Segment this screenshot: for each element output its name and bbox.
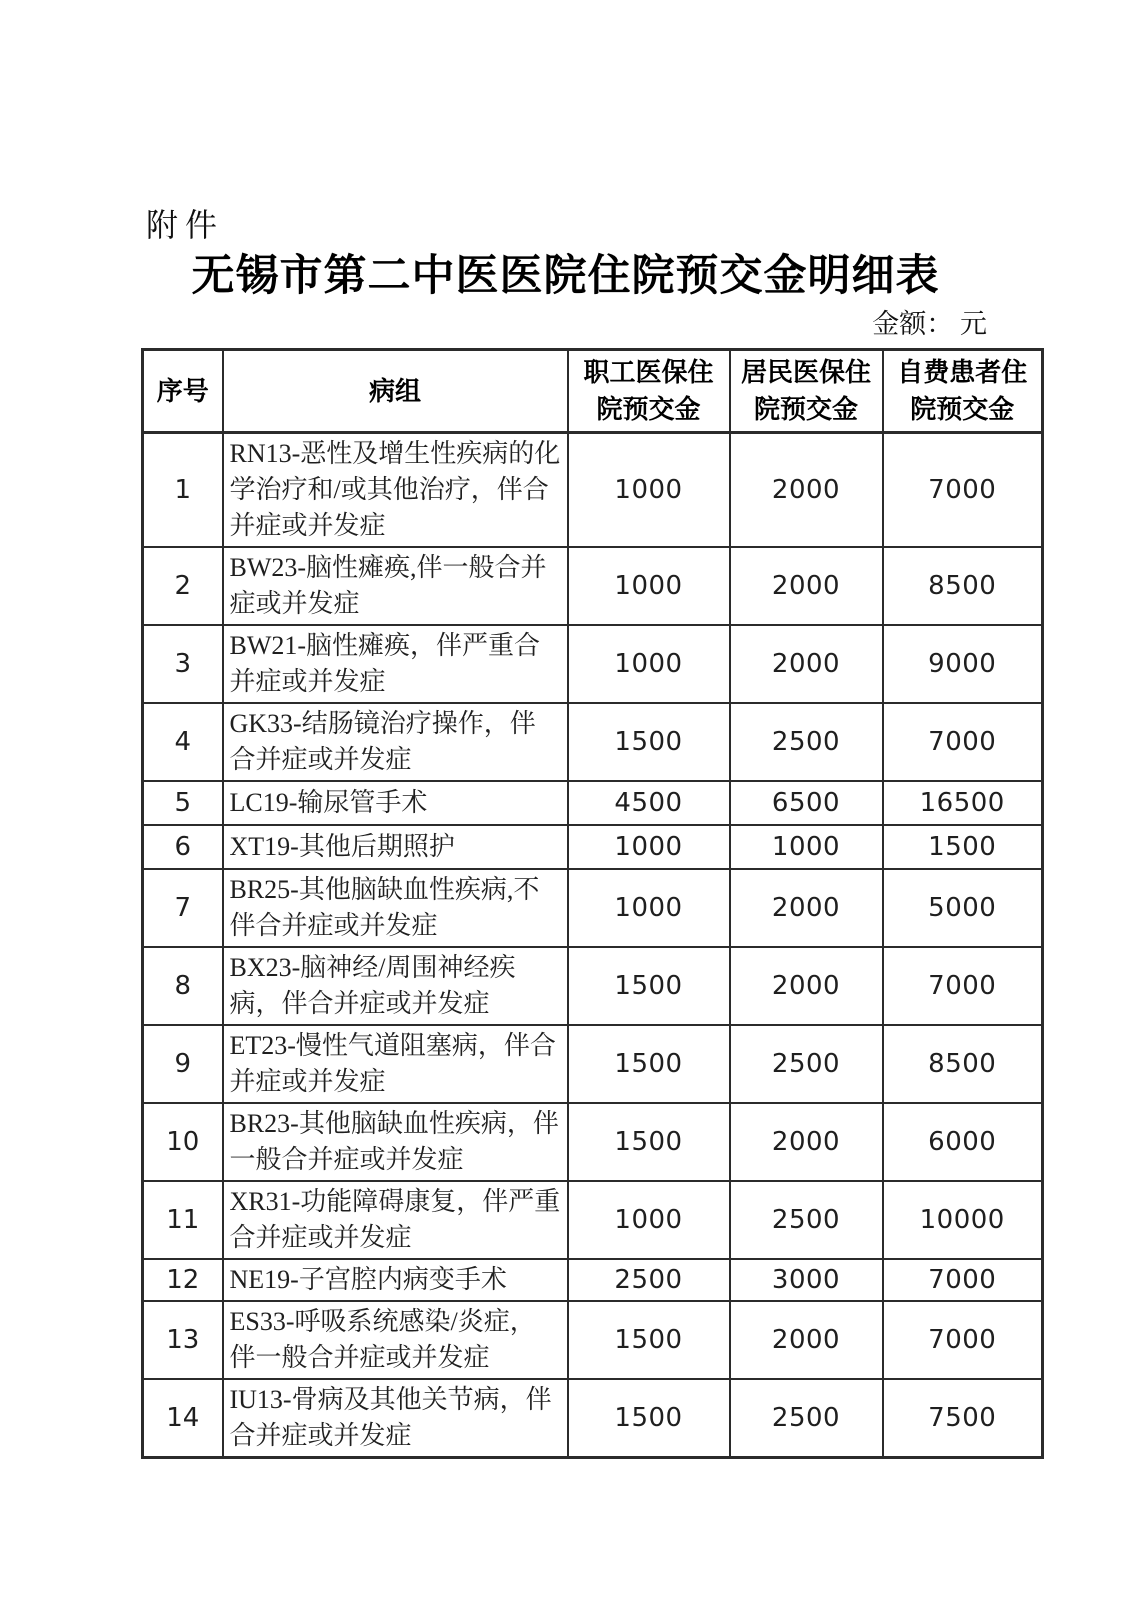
group-cell: ET23-慢性气道阻塞病，伴合并症或并发症 <box>223 1025 568 1103</box>
self-pay-cell: 6000 <box>883 1103 1043 1181</box>
group-cell: BX23-脑神经/周围神经疾病，伴合并症或并发症 <box>223 947 568 1025</box>
table-row <box>143 433 1043 548</box>
no-cell: 9 <box>143 1025 223 1103</box>
table-row <box>143 1259 1043 1301</box>
group-cell: GK33-结肠镜治疗操作，伴合并症或并发症 <box>223 703 568 781</box>
employee-cell: 1500 <box>568 1025 730 1103</box>
no-cell: 2 <box>143 547 223 625</box>
self-pay-cell: 8500 <box>883 1025 1043 1103</box>
table-row <box>143 703 1043 781</box>
group-cell: XT19-其他后期照护 <box>223 825 568 869</box>
header-resident-insurance-deposit: 居民医保住院预交金 <box>730 350 883 433</box>
table-row <box>143 1025 1043 1103</box>
no-cell: 3 <box>143 625 223 703</box>
group-cell: XR31-功能障碍康复，伴严重合并症或并发症 <box>223 1181 568 1259</box>
resident-cell: 2000 <box>730 625 883 703</box>
header-self-pay-deposit: 自费患者住院预交金 <box>883 350 1043 433</box>
table-row <box>143 1103 1043 1181</box>
table-row <box>143 947 1043 1025</box>
resident-cell: 2000 <box>730 433 883 548</box>
resident-cell: 2000 <box>730 869 883 947</box>
self-pay-cell: 7000 <box>883 703 1043 781</box>
self-pay-cell: 7000 <box>883 1301 1043 1379</box>
self-pay-cell: 8500 <box>883 547 1043 625</box>
employee-cell: 1500 <box>568 703 730 781</box>
employee-cell: 1000 <box>568 625 730 703</box>
no-cell: 7 <box>143 869 223 947</box>
self-pay-cell: 7000 <box>883 1259 1043 1301</box>
resident-cell: 2000 <box>730 947 883 1025</box>
resident-cell: 2000 <box>730 1103 883 1181</box>
group-cell: BW23-脑性瘫痪,伴一般合并症或并发症 <box>223 547 568 625</box>
employee-cell: 1500 <box>568 1379 730 1458</box>
employee-cell: 1500 <box>568 1301 730 1379</box>
employee-cell: 1000 <box>568 825 730 869</box>
no-cell: 4 <box>143 703 223 781</box>
employee-cell: 1000 <box>568 433 730 548</box>
no-cell: 8 <box>143 947 223 1025</box>
table-row <box>143 625 1043 703</box>
resident-cell: 3000 <box>730 1259 883 1301</box>
no-cell: 5 <box>143 781 223 825</box>
group-cell: LC19-输尿管手术 <box>223 781 568 825</box>
header-disease-group: 病组 <box>223 350 568 433</box>
self-pay-cell: 7500 <box>883 1379 1043 1458</box>
employee-cell: 1000 <box>568 1181 730 1259</box>
self-pay-cell: 1500 <box>883 825 1043 869</box>
self-pay-cell: 9000 <box>883 625 1043 703</box>
resident-cell: 2500 <box>730 1181 883 1259</box>
no-cell: 10 <box>143 1103 223 1181</box>
resident-cell: 2500 <box>730 1379 883 1458</box>
no-cell: 14 <box>143 1379 223 1458</box>
table-row <box>143 1379 1043 1458</box>
self-pay-cell: 10000 <box>883 1181 1043 1259</box>
table-row <box>143 781 1043 825</box>
resident-cell: 2000 <box>730 1301 883 1379</box>
group-cell: BR25-其他脑缺血性疾病,不伴合并症或并发症 <box>223 869 568 947</box>
resident-cell: 2000 <box>730 547 883 625</box>
no-cell: 6 <box>143 825 223 869</box>
self-pay-cell: 7000 <box>883 947 1043 1025</box>
header-row-index: 序号 <box>143 350 223 433</box>
no-cell: 13 <box>143 1301 223 1379</box>
resident-cell: 2500 <box>730 1025 883 1103</box>
table-header-row <box>143 350 1043 433</box>
employee-cell: 4500 <box>568 781 730 825</box>
employee-cell: 1000 <box>568 869 730 947</box>
amount-unit-note: 金额： 元 <box>872 309 987 339</box>
attachment-label: 附件 <box>146 207 225 243</box>
group-cell: ES33-呼吸系统感染/炎症，伴一般合并症或并发症 <box>223 1301 568 1379</box>
table-row <box>143 869 1043 947</box>
no-cell: 11 <box>143 1181 223 1259</box>
page-title: 无锡市第二中医医院住院预交金明细表 <box>191 253 940 300</box>
no-cell: 12 <box>143 1259 223 1301</box>
table-body <box>143 433 1043 1458</box>
resident-cell: 1000 <box>730 825 883 869</box>
employee-cell: 1500 <box>568 947 730 1025</box>
group-cell: IU13-骨病及其他关节病，伴合并症或并发症 <box>223 1379 568 1458</box>
header-employee-insurance-deposit: 职工医保住院预交金 <box>568 350 730 433</box>
employee-cell: 2500 <box>568 1259 730 1301</box>
prepayment-table <box>141 348 1044 1459</box>
table-row <box>143 825 1043 869</box>
self-pay-cell: 16500 <box>883 781 1043 825</box>
self-pay-cell: 7000 <box>883 433 1043 548</box>
self-pay-cell: 5000 <box>883 869 1043 947</box>
resident-cell: 6500 <box>730 781 883 825</box>
employee-cell: 1500 <box>568 1103 730 1181</box>
table-row <box>143 547 1043 625</box>
table-row <box>143 1181 1043 1259</box>
no-cell: 1 <box>143 433 223 548</box>
group-cell: NE19-子宫腔内病变手术 <box>223 1259 568 1301</box>
group-cell: RN13-恶性及增生性疾病的化学治疗和/或其他治疗，伴合并症或并发症 <box>223 433 568 548</box>
group-cell: BR23-其他脑缺血性疾病，伴一般合并症或并发症 <box>223 1103 568 1181</box>
group-cell: BW21-脑性瘫痪，伴严重合并症或并发症 <box>223 625 568 703</box>
employee-cell: 1000 <box>568 547 730 625</box>
table-row <box>143 1301 1043 1379</box>
resident-cell: 2500 <box>730 703 883 781</box>
